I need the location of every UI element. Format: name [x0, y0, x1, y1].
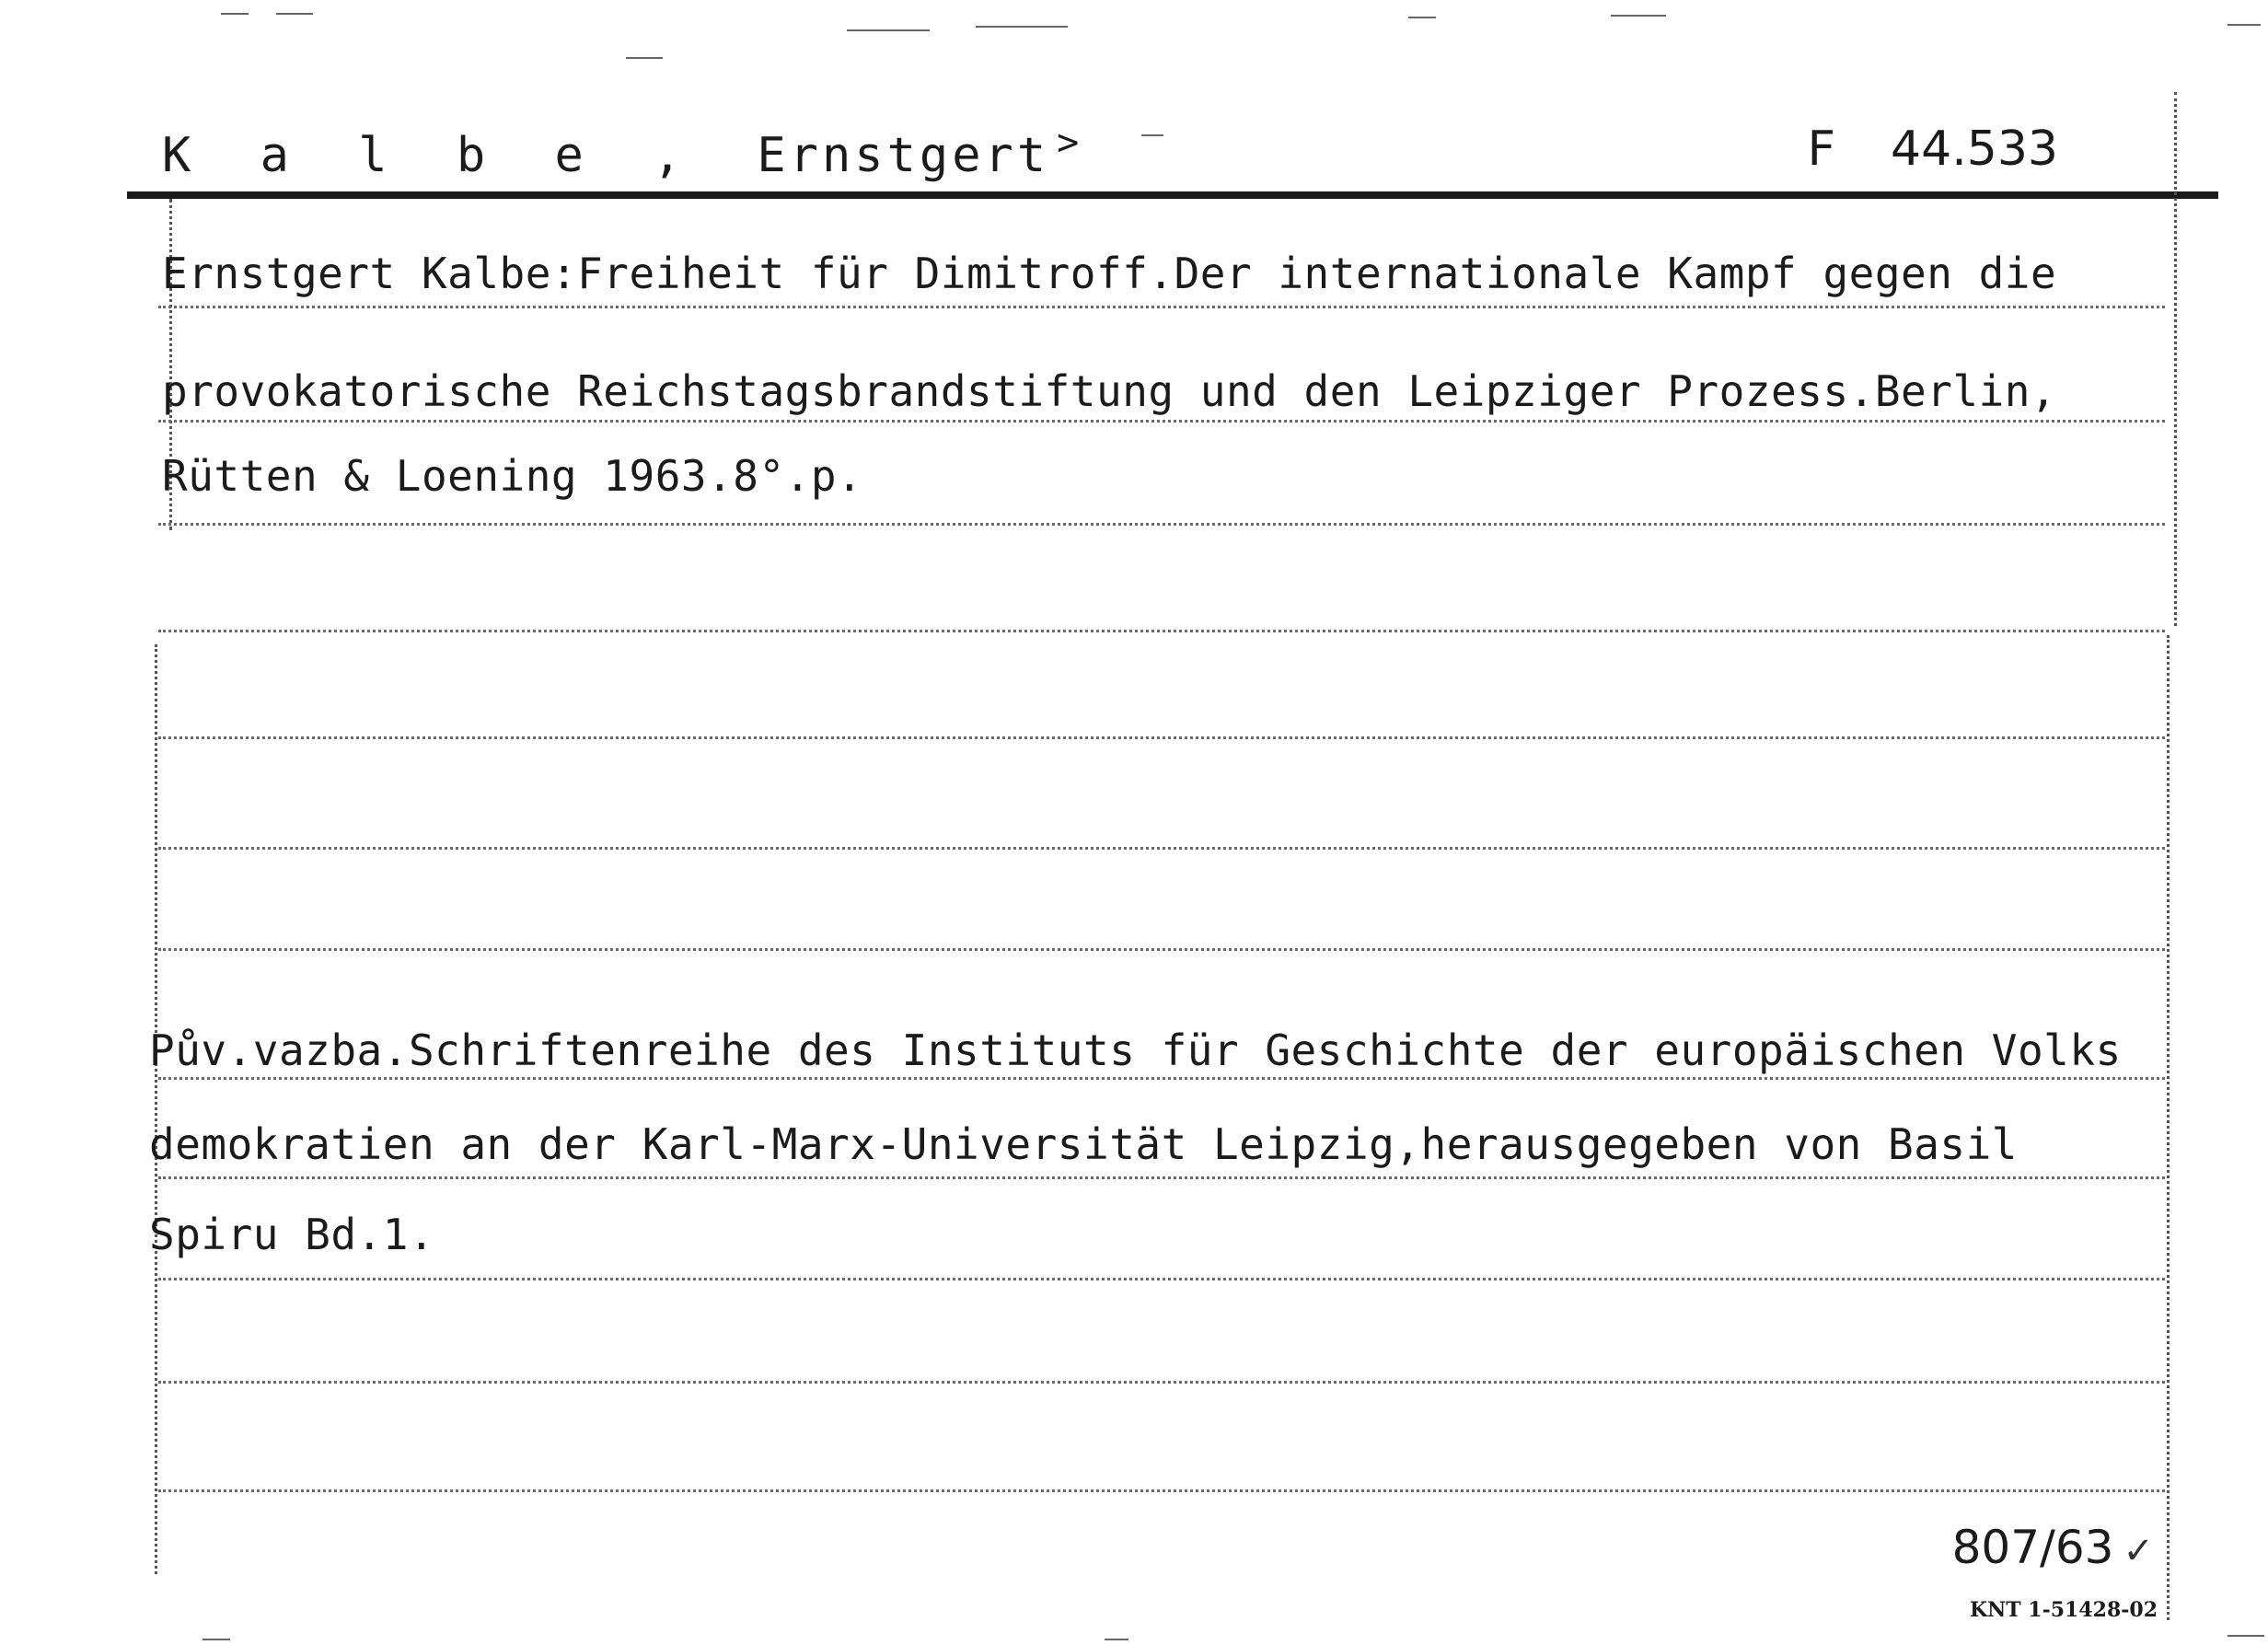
entry-line-1: Ernstgert Kalbe:Freiheit für Dimitroff.Der internationale Kampf gegen die: [162, 249, 2057, 298]
ruled-line: [158, 1176, 2165, 1179]
ruled-line: [158, 630, 2165, 632]
ruled-line: [158, 736, 2165, 739]
scan-speck: [202, 1639, 230, 1640]
accession-value: 807/63: [1951, 1521, 2114, 1574]
entry-line-3: Rütten & Loening 1963.8°.p.: [162, 451, 863, 501]
ruled-line: [158, 306, 2165, 308]
correction-mark: >: [1057, 122, 1083, 164]
note-line-1: Pův.vazba.Schriftenreihe des Instituts für Geschichte der europäischen Volks: [149, 1025, 2122, 1075]
ruled-line: [158, 1077, 2165, 1080]
author-given-name: Ernstgert: [757, 128, 1050, 183]
print-code: KNT 1-51428-02: [1970, 1598, 2158, 1622]
scan-speck: [847, 29, 930, 31]
shelfmark: [1807, 122, 2058, 177]
ruled-line: [158, 1278, 2165, 1280]
right-margin-line-upper: [2174, 92, 2177, 626]
entry-line-2: provokatorische Reichstagsbrandstiftung und den Leipziger Prozess.Berlin,: [162, 366, 2057, 416]
right-margin-line-lower: [2167, 635, 2170, 1620]
shelfmark-prefix: F: [1806, 122, 1836, 177]
ruled-line: [158, 847, 2165, 850]
ruled-line: [158, 523, 2165, 526]
note-line-3: Spiru Bd.1.: [149, 1210, 435, 1259]
ruled-line: [158, 1381, 2165, 1384]
card-header: [162, 110, 2058, 193]
note-line-2: demokratien an der Karl-Marx-Universität Leipzig,herausgegeben von Basil: [149, 1119, 2018, 1169]
shelfmark-number: 44.533: [1891, 122, 2058, 177]
scan-speck: [1611, 15, 1666, 17]
left-margin-line-lower: [155, 644, 157, 1574]
header-rule: [127, 191, 2218, 199]
ruled-line: [158, 948, 2165, 951]
scan-speck: [626, 57, 663, 59]
accession-number: [1952, 1521, 2154, 1574]
scan-speck: [221, 13, 249, 15]
scan-speck: [976, 26, 1068, 28]
ruled-line: [158, 420, 2165, 423]
scan-speck: [1141, 134, 1163, 136]
scan-speck: [1105, 1639, 1128, 1640]
author-surname: K a l b e ,: [162, 128, 702, 183]
ruled-line: [158, 1489, 2165, 1492]
author-heading: [162, 122, 1082, 183]
scan-speck: [1408, 17, 1436, 18]
scan-speck: [2228, 1635, 2264, 1637]
scan-speck: [2228, 24, 2261, 26]
check-mark-icon: ✓: [2123, 1530, 2154, 1572]
scan-speck: [276, 13, 313, 15]
